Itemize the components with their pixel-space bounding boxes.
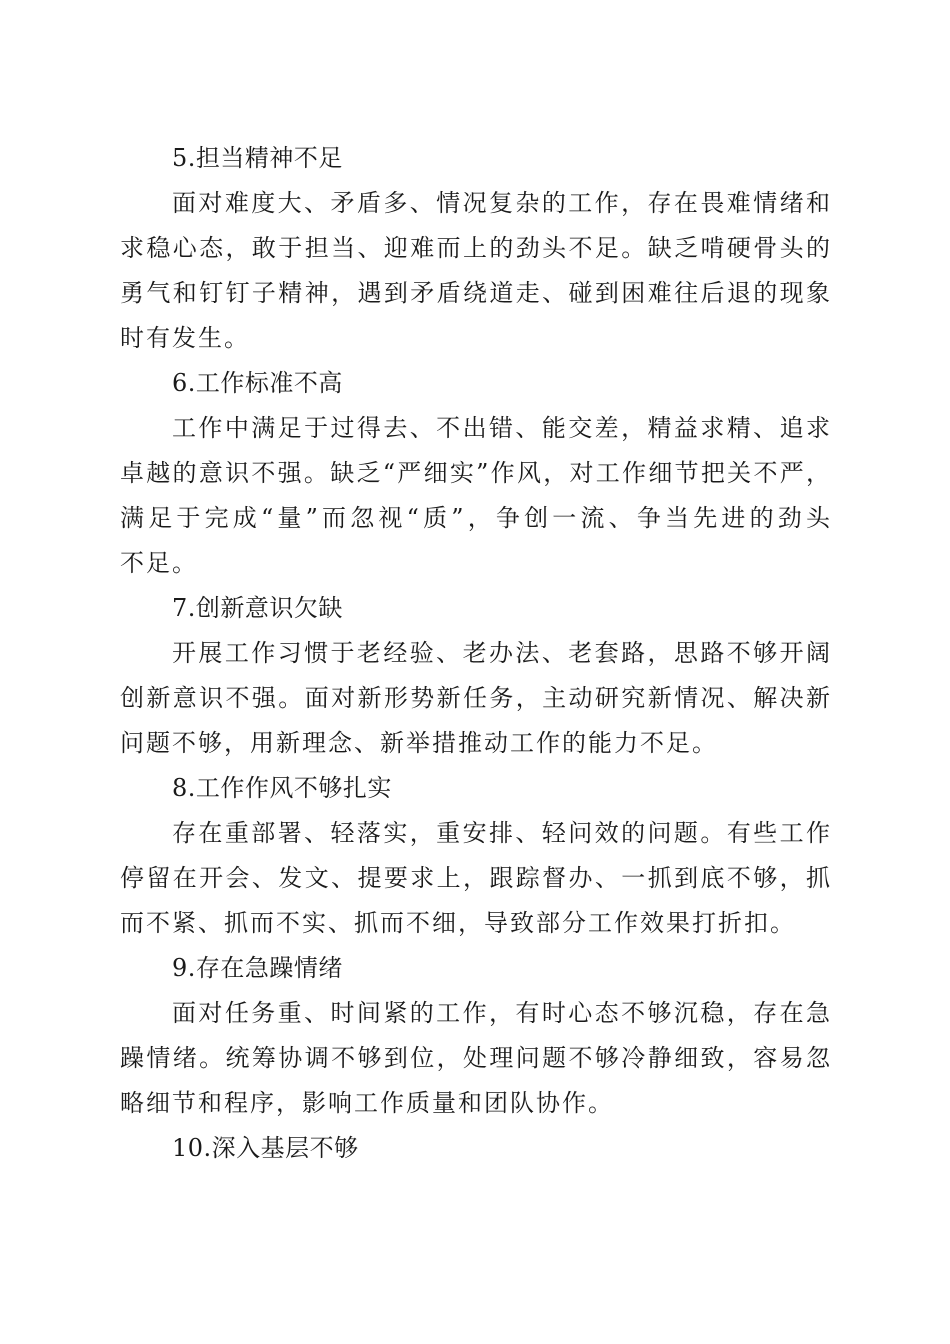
paragraph-line: 卓越的意识不强。缺乏“严细实”作风，对工作细节把关不严， [120, 459, 832, 487]
paragraph-line: 开展工作习惯于老经验、老办法、老套路，思路不够开阔 [172, 639, 832, 667]
paragraph-line: 求稳心态，敢于担当、迎难而上的劲头不足。缺乏啃硬骨头的 [120, 234, 832, 262]
paragraph-line: 存在重部署、轻落实，重安排、轻问效的问题。有些工作 [172, 819, 832, 847]
section-paragraph-8 [120, 811, 832, 946]
paragraph-line: 时有发生。 [120, 324, 250, 352]
section-paragraph-5 [120, 181, 832, 361]
paragraph-line: 躁情绪。统筹协调不够到位，处理问题不够冷静细致，容易忽 [120, 1044, 832, 1072]
section-heading-7: 7.创新意识欠缺 [172, 594, 343, 622]
section-paragraph-9 [120, 991, 832, 1126]
section-heading-9: 9.存在急躁情绪 [172, 954, 343, 982]
paragraph-line: 创新意识不强。面对新形势新任务，主动研究新情况、解决新 [120, 684, 832, 712]
paragraph-line: 满足于完成“量”而忽视“质”，争创一流、争当先进的劲头 [120, 504, 832, 532]
paragraph-line: 面对任务重、时间紧的工作，有时心态不够沉稳，存在急 [172, 999, 832, 1027]
paragraph-line: 停留在开会、发文、提要求上，跟踪督办、一抓到底不够，抓 [120, 864, 832, 892]
paragraph-line: 工作中满足于过得去、不出错、能交差，精益求精、追求 [172, 414, 832, 442]
section-heading-6: 6.工作标准不高 [172, 369, 343, 397]
paragraph-line: 勇气和钉钉子精神，遇到矛盾绕道走、碰到困难往后退的现象 [120, 279, 832, 307]
document-body [120, 136, 832, 1171]
paragraph-line: 不足。 [120, 549, 198, 577]
paragraph-line: 问题不够，用新理念、新举措推动工作的能力不足。 [120, 729, 718, 757]
section-heading-8: 8.工作作风不够扎实 [172, 774, 392, 802]
section-heading-5: 5.担当精神不足 [172, 144, 343, 172]
paragraph-line: 面对难度大、矛盾多、情况复杂的工作，存在畏难情绪和 [172, 189, 832, 217]
paragraph-line: 而不紧、抓而不实、抓而不细，导致部分工作效果打折扣。 [120, 909, 796, 937]
section-heading-10: 10.深入基层不够 [172, 1134, 359, 1162]
section-paragraph-7 [120, 631, 832, 766]
section-paragraph-6 [120, 406, 832, 586]
paragraph-line: 略细节和程序，影响工作质量和团队协作。 [120, 1089, 614, 1117]
